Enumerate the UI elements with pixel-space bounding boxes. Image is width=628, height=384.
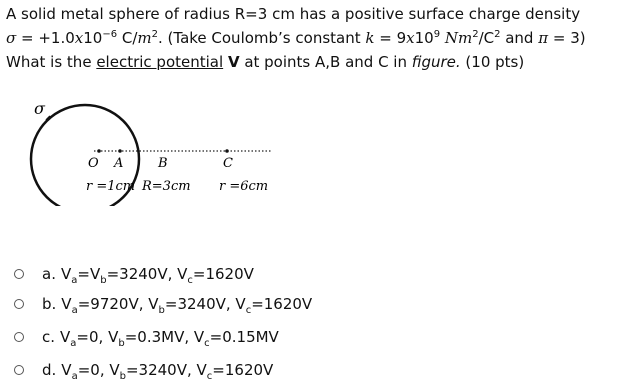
question-line-1: A solid metal sphere of radius R=3 cm has a positive surface charge density	[6, 5, 581, 23]
point-b-label: B	[158, 156, 168, 171]
radius-b-label: R=3cm	[142, 179, 191, 194]
question-line-2: $\sigma = +1.0x10^{-6}$ $C/m^2$. (Take Coulomb’s constant $k = 9x10^9$ $Nm^2/C^2$ and π = 3)	[6, 29, 586, 47]
option-d-radio[interactable]	[14, 365, 24, 375]
sphere-figure	[24, 96, 284, 206]
point-c-dot	[225, 149, 229, 153]
option-a-radio[interactable]	[14, 269, 24, 279]
option-c[interactable]: c. $V_a=0$, $V_b=0.3MV$, $V_c=0.15MV$	[14, 325, 279, 349]
option-d[interactable]: d. $V_a=0$, $V_b=3240V$, $V_c=1620V$	[14, 358, 273, 382]
option-c-radio[interactable]	[14, 332, 24, 342]
point-o-label: O	[88, 156, 99, 171]
sigma-symbol: σ	[6, 29, 17, 47]
option-d-text: $V_a=0$, $V_b=3240V$, $V_c=1620V$	[61, 361, 274, 382]
point-a-dot	[118, 149, 122, 153]
point-o-dot	[97, 149, 101, 153]
option-b-radio[interactable]	[14, 299, 24, 309]
question-line-3: What is the electric potential V at points A,B and C in figure. (10 pts)	[6, 53, 525, 71]
point-c-label: C	[223, 156, 233, 171]
question-text	[6, 2, 624, 74]
option-a-text: $V_a=V_b=3240V$, $V_c=1620V$	[60, 265, 254, 286]
option-b[interactable]: b. $V_a=9720V$, $V_b=3240V$, $V_c=1620V$	[14, 292, 312, 316]
option-c-text: $V_a=0$, $V_b=0.3MV$, $V_c=0.15MV$	[60, 328, 279, 349]
radius-a-label: r =1cm	[86, 179, 136, 194]
option-b-text: $V_a=9720V$, $V_b=3240V$, $V_c=1620V$	[61, 295, 313, 316]
electric-potential-link[interactable]: electric potential	[96, 53, 224, 71]
figure-sigma-label: σ	[34, 99, 45, 118]
option-a[interactable]: a. $V_a=V_b=3240V$, $V_c=1620V$	[14, 262, 254, 286]
point-a-label: A	[114, 156, 124, 171]
radius-c-label: r =6cm	[219, 179, 269, 194]
